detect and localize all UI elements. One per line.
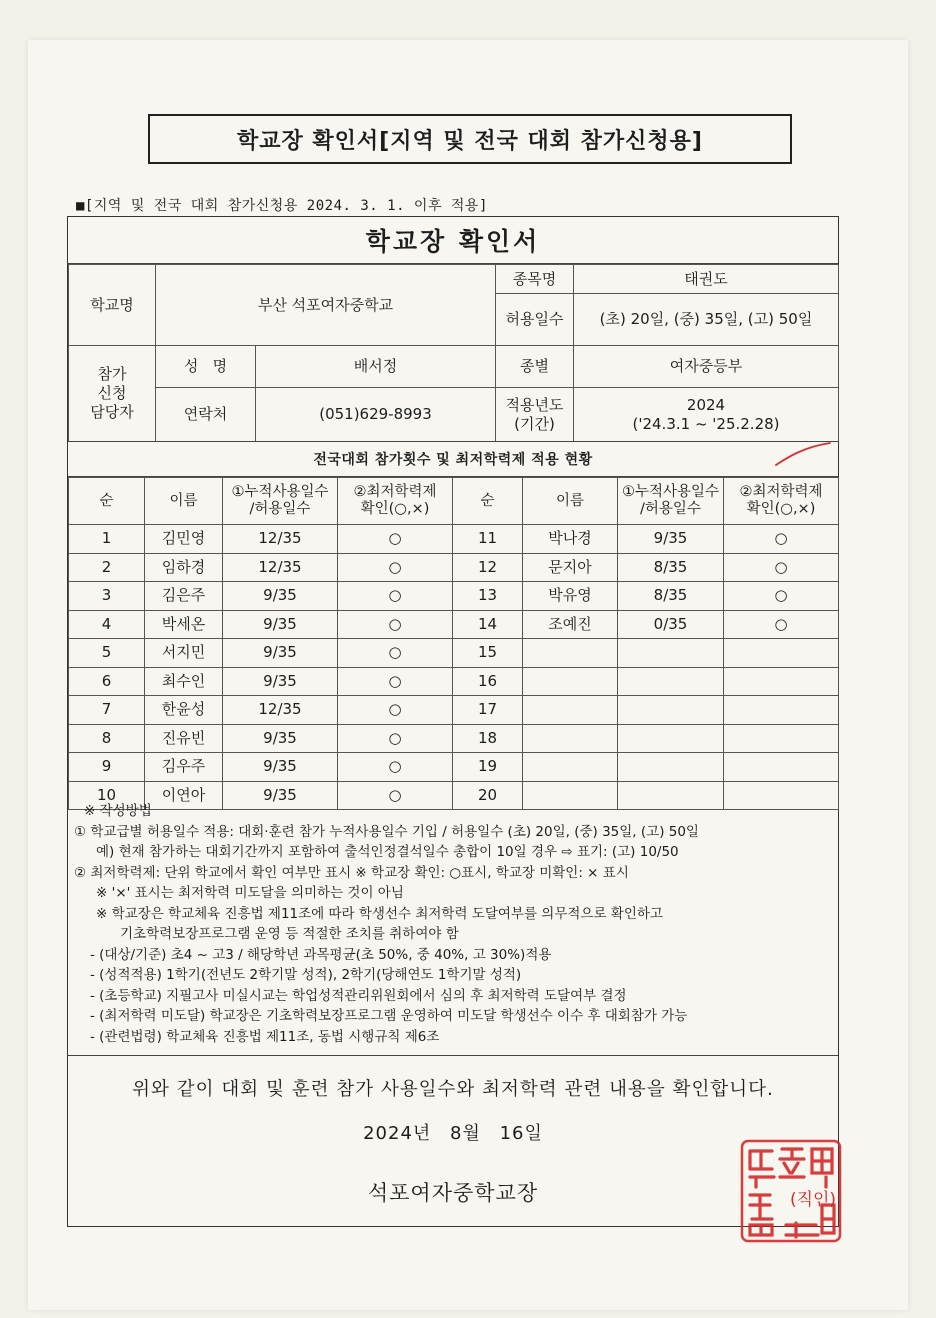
- cell-name-left: 임하경: [145, 553, 223, 582]
- header-days-left: ①누적사용일수 /허용일수: [223, 478, 338, 525]
- event-label: 종목명: [496, 265, 574, 294]
- cell-name-left: 김우주: [145, 753, 223, 782]
- table-row: [69, 753, 839, 782]
- seal-stamp-icon: [736, 1135, 846, 1247]
- cell-name-left: 서지민: [145, 639, 223, 668]
- cell-days-left: 9/35: [223, 781, 338, 810]
- cell-check-right: [724, 696, 839, 725]
- cell-name-right: 박유영: [523, 582, 618, 611]
- cell-name-right: [523, 696, 618, 725]
- header-note: ■[지역 및 전국 대회 참가신청용 2024. 3. 1. 이후 적용]: [76, 198, 488, 214]
- name-value: 배서정: [256, 346, 496, 388]
- note-line: ※ 작성방법: [84, 803, 152, 819]
- cell-days-left: 9/35: [223, 724, 338, 753]
- note-line: 기초학력보장프로그램 운영 등 적절한 조치를 취하여야 함: [120, 926, 459, 942]
- cell-check-right: [724, 724, 839, 753]
- cell-check-left: ○: [338, 753, 453, 782]
- cell-check-left: ○: [338, 724, 453, 753]
- cell-name-right: [523, 753, 618, 782]
- note-line: - (관련법령) 학교체육 진흥법 제11조, 동법 시행규칙 제6조: [90, 1028, 440, 1045]
- header-no-left: 순: [69, 478, 145, 525]
- school-value: 부산 석포여자중학교: [156, 265, 496, 346]
- cell-no-right: 17: [453, 696, 523, 725]
- cell-days-right: 8/35: [618, 582, 724, 611]
- info-table: [68, 264, 839, 442]
- cell-no-left: 8: [69, 724, 145, 753]
- cell-days-right: 0/35: [618, 610, 724, 639]
- cell-no-right: 12: [453, 553, 523, 582]
- cell-name-left: 박세온: [145, 610, 223, 639]
- principal-name: 석포여자중학교장: [367, 1181, 539, 1205]
- header-name-left: 이름: [145, 478, 223, 525]
- note-line: 예) 현재 참가하는 대회기간까지 포함하여 출석인정결석일수 총합이 10일 경우 ⇨ 표기: (고) 10/50: [96, 844, 679, 860]
- table-row: [69, 553, 839, 582]
- manager-label: 참가 신청 담당자: [69, 346, 156, 442]
- header-days-right: ①누적사용일수 /허용일수: [618, 478, 724, 525]
- year-value: 2024: [686, 395, 726, 414]
- cell-check-right: [724, 753, 839, 782]
- note-line: ※ 학교장은 학교체육 진흥법 제11조에 따라 학생선수 최저학력 도달여부를 의무적으로 확인하고: [96, 905, 663, 922]
- cell-no-left: 10: [69, 781, 145, 810]
- cell-days-right: 8/35: [618, 553, 724, 582]
- cell-no-right: 13: [453, 582, 523, 611]
- cell-days-right: [618, 724, 724, 753]
- days-label: 허용일수: [496, 294, 574, 346]
- category-label: 종별: [496, 346, 574, 388]
- cell-name-right: 박나경: [523, 525, 618, 554]
- table-row: [69, 724, 839, 753]
- cell-check-left: ○: [338, 582, 453, 611]
- contact-label: 연락처: [156, 388, 256, 442]
- note-line: ② 최저학력제: 단위 학교에서 확인 여부만 표시 ※ 학교장 확인: ○표시, 학교장 미확인: × 표시: [74, 864, 629, 881]
- table-row: [69, 525, 839, 554]
- cell-no-left: 7: [69, 696, 145, 725]
- table-row: [69, 582, 839, 611]
- note-line: - (초등학교) 지필고사 미실시교는 학업성적관리위원회에서 심의 후 최저학력 도달여부 결정: [90, 987, 627, 1004]
- confirmation-form: [67, 216, 839, 1227]
- status-title: 전국대회 참가횟수 및 최저학력제 적용 현황: [68, 441, 838, 477]
- cell-check-right: ○: [724, 525, 839, 554]
- year-cell: [574, 388, 839, 442]
- note-line: - (성적적용) 1학기(전년도 2학기말 성적), 2학기(당해연도 1학기말 성적): [90, 967, 522, 983]
- cell-name-left: 김은주: [145, 582, 223, 611]
- cell-check-right: ○: [724, 610, 839, 639]
- cell-days-left: 9/35: [223, 667, 338, 696]
- note-line: ※ '×' 표시는 최저학력 미도달을 의미하는 것이 아님: [96, 885, 404, 901]
- cell-name-left: 최수인: [145, 667, 223, 696]
- header-no-right: 순: [453, 478, 523, 525]
- year-period: ('24.3.1 ~ '25.2.28): [632, 414, 780, 433]
- roster-table: [68, 477, 839, 810]
- cell-no-right: 20: [453, 781, 523, 810]
- school-label: 학교명: [69, 265, 156, 346]
- cell-check-right: [724, 667, 839, 696]
- cell-days-left: 9/35: [223, 610, 338, 639]
- table-row: [69, 696, 839, 725]
- seal-suffix: (직인): [789, 1190, 837, 1210]
- cell-days-right: [618, 696, 724, 725]
- cell-check-right: [724, 639, 839, 668]
- cell-days-left: 9/35: [223, 639, 338, 668]
- cell-days-right: [618, 639, 724, 668]
- cell-no-left: 5: [69, 639, 145, 668]
- cell-no-right: 14: [453, 610, 523, 639]
- cell-no-left: 4: [69, 610, 145, 639]
- table-row: [69, 639, 839, 668]
- cell-no-right: 19: [453, 753, 523, 782]
- divider: [68, 1055, 838, 1056]
- cell-days-left: 12/35: [223, 525, 338, 554]
- header-name-right: 이름: [523, 478, 618, 525]
- note-line: ① 학교급별 허용일수 적용: 대회·훈련 참가 누적사용일수 기입 / 허용일수 (초) 20일, (중) 35일, (고) 50일: [74, 823, 699, 840]
- contact-value: (051)629-8993: [256, 388, 496, 442]
- cell-check-left: ○: [338, 667, 453, 696]
- cell-check-left: ○: [338, 696, 453, 725]
- table-row: [69, 667, 839, 696]
- note-line: - (최저학력 미도달) 학교장은 기초학력보장프로그램 운영하여 미도달 학생선수 이수 후 대회참가 가능: [90, 1008, 688, 1024]
- cell-days-right: [618, 667, 724, 696]
- cell-no-right: 18: [453, 724, 523, 753]
- name-label: 성 명: [156, 346, 256, 388]
- cell-check-left: ○: [338, 639, 453, 668]
- cell-no-left: 2: [69, 553, 145, 582]
- cell-check-left: ○: [338, 553, 453, 582]
- event-value: 태권도: [574, 265, 839, 294]
- cell-name-right: [523, 724, 618, 753]
- cell-no-left: 3: [69, 582, 145, 611]
- header-check-right: ②최저학력제 확인(○,×): [724, 478, 839, 525]
- header-check-left: ②최저학력제 확인(○,×): [338, 478, 453, 525]
- cell-name-right: [523, 667, 618, 696]
- issue-date: 2024년 8월 16일: [363, 1123, 543, 1144]
- cell-days-left: 9/35: [223, 753, 338, 782]
- note-line: - (대상/기준) 초4 ~ 고3 / 해당학년 과목평균(초 50%, 중 40%, 고 30%)적용: [90, 946, 552, 963]
- cell-check-left: ○: [338, 781, 453, 810]
- cell-name-right: 문지아: [523, 553, 618, 582]
- cell-check-left: ○: [338, 525, 453, 554]
- cell-name-left: 한윤성: [145, 696, 223, 725]
- cell-days-left: 12/35: [223, 553, 338, 582]
- cell-days-right: [618, 753, 724, 782]
- cell-no-left: 1: [69, 525, 145, 554]
- cell-days-left: 9/35: [223, 582, 338, 611]
- cell-days-right: 9/35: [618, 525, 724, 554]
- cell-no-right: 11: [453, 525, 523, 554]
- cell-name-left: 이연아: [145, 781, 223, 810]
- cell-no-left: 9: [69, 753, 145, 782]
- instructions: [74, 801, 836, 1047]
- category-value: 여자중등부: [574, 346, 839, 388]
- cell-check-right: ○: [724, 553, 839, 582]
- cell-name-right: [523, 639, 618, 668]
- year-label: 적용년도 (기간): [496, 388, 574, 442]
- official-seal: [736, 1135, 846, 1247]
- cell-check-right: ○: [724, 582, 839, 611]
- form-title: 학교장 확인서: [68, 217, 838, 264]
- confirm-statement: 위와 같이 대회 및 훈련 참가 사용일수와 최저학력 관련 내용을 확인합니다.: [132, 1079, 774, 1100]
- cell-name-left: 김민영: [145, 525, 223, 554]
- table-row: [69, 610, 839, 639]
- cell-days-left: 12/35: [223, 696, 338, 725]
- cell-check-left: ○: [338, 610, 453, 639]
- cell-name-right: 조예진: [523, 610, 618, 639]
- cell-no-right: 15: [453, 639, 523, 668]
- document-title: 학교장 확인서[지역 및 전국 대회 참가신청용]: [148, 114, 792, 164]
- cell-no-left: 6: [69, 667, 145, 696]
- cell-no-right: 16: [453, 667, 523, 696]
- days-value: (초) 20일, (중) 35일, (고) 50일: [574, 294, 839, 346]
- cell-name-left: 진유빈: [145, 724, 223, 753]
